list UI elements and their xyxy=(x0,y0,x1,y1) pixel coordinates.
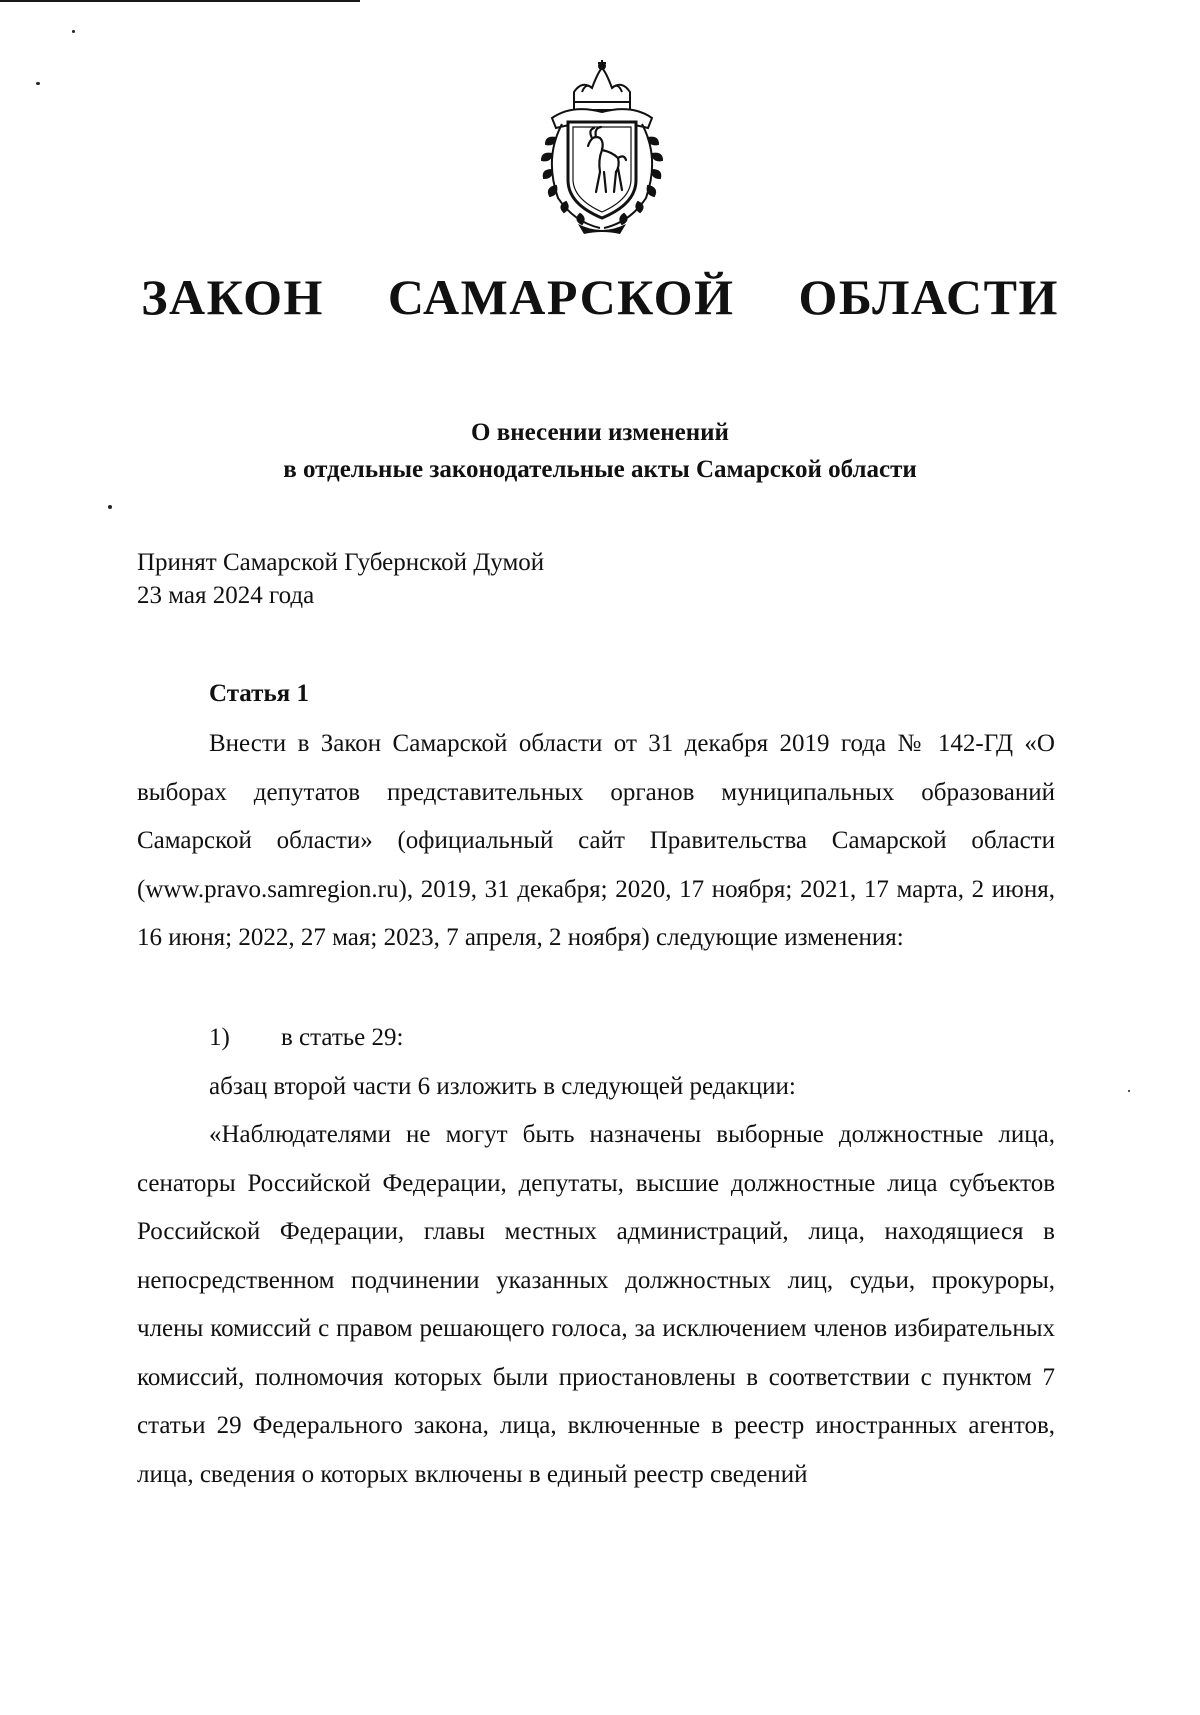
scan-speck xyxy=(1128,1090,1130,1092)
list-item xyxy=(209,1014,403,1063)
subtitle-line: О внесении изменений xyxy=(471,419,729,446)
adoption-info xyxy=(137,546,544,612)
article-heading: Статья 1 xyxy=(209,680,309,707)
scan-speck xyxy=(108,505,112,509)
law-title: ЗАКОН САМАРСКОЙ ОБЛАСТИ xyxy=(141,269,1059,325)
subtitle-line: в отдельные законодательные акты Самарской области xyxy=(283,456,917,483)
article-paragraph: абзац второй части 6 изложить в следующей редакции: xyxy=(209,1073,796,1100)
article-paragraph: Внести в Закон Самарской области от 31 декабря 2019 года № 142-ГД «О выборах депутатов представительных органов муниципальных образований Самарской области» (официальный сайт Правительства Самарской области (www.pravo.samregion.ru), 2019, 31 декабря; 2020, 17 ноября; 2021, 17 марта, 2 июня, 16 июня; 2022, 27 мая; 2023, 7 апреля, 2 ноября) следующие изменения: xyxy=(137,730,1055,951)
adoption-body: Принят Самарской Губернской Думой xyxy=(137,549,545,576)
article-paragraph: «Наблюдателями не могут быть назначены выборные должностные лица, сенаторы Российской Федерации, депутаты, высшие должностные лица субъектов Российской Федерации, главы местных администраций, лица, находящиеся в непосредственном подчинении указанных должностных лиц, судьи, прокуроры, члены комиссий с правом решающего голоса, за исключением членов избирательных комиссий, полномочия которых были приостановлены в соответствии с пунктом 7 статьи 29 Федерального закона, лица, включенные в реестр иностранных агентов, лица, сведения о которых включены в единый реестр сведений xyxy=(137,1121,1055,1488)
list-item-number: 1) xyxy=(209,1024,230,1051)
scan-edge-line xyxy=(0,0,360,2)
adoption-date: 23 мая 2024 года xyxy=(137,582,315,609)
samara-coat-of-arms-icon xyxy=(522,58,682,236)
law-subtitle xyxy=(0,414,1200,488)
scan-speck xyxy=(36,82,40,85)
list-item-text: в статье 29: xyxy=(281,1024,404,1051)
scan-speck xyxy=(72,30,75,33)
